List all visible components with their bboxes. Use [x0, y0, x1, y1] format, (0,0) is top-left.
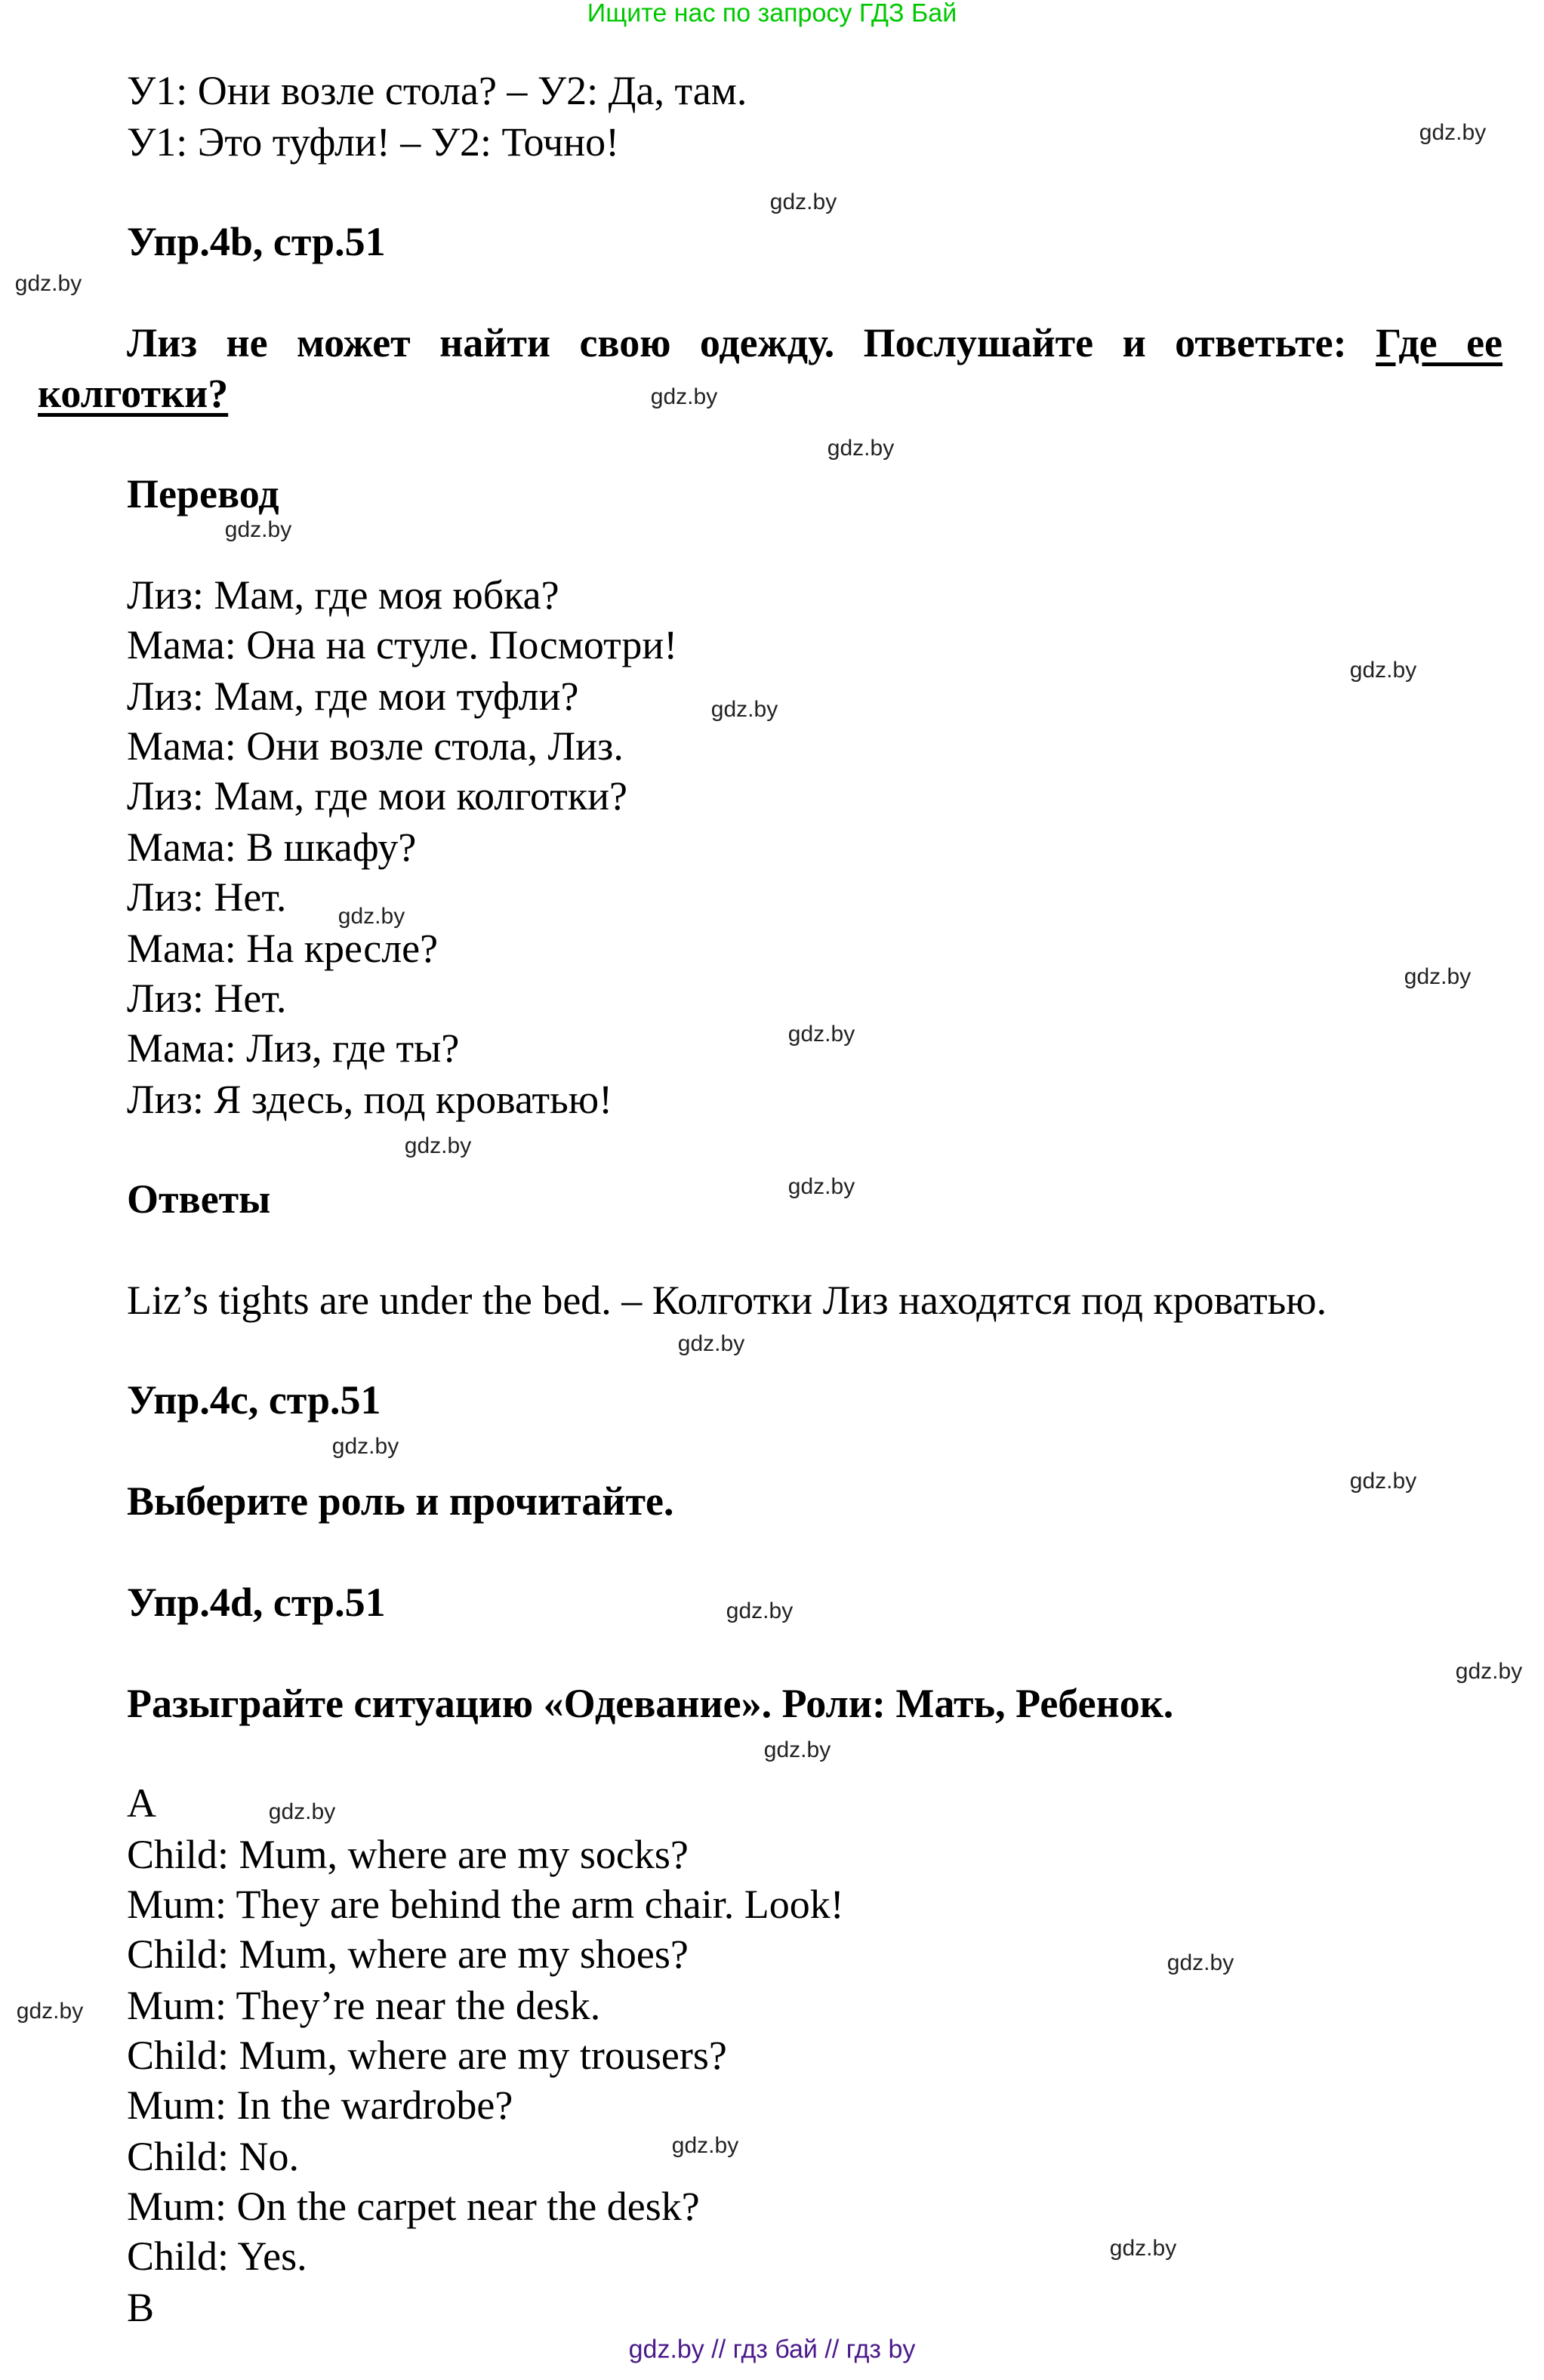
watermark: gdz.by — [331, 1434, 399, 1459]
text-line: Лиз: Нет. — [127, 976, 287, 1021]
variant-label: A — [127, 1780, 156, 1826]
text-line: Лиз: Мам, где мои колготки? — [127, 773, 628, 819]
watermark: gdz.by — [16, 1999, 84, 2024]
watermark: gdz.by — [671, 2133, 739, 2158]
text-line: Лиз: Я здесь, под кроватью! — [127, 1077, 613, 1122]
watermark: gdz.by — [337, 904, 405, 929]
watermark: gdz.by — [827, 436, 895, 461]
text-line: Mum: In the wardrobe? — [127, 2082, 513, 2128]
watermark: gdz.by — [1349, 1469, 1417, 1494]
answer-line: Liz’s tights are under the bed. – Колготки Лиз находятся под кроватью. — [127, 1278, 1327, 1323]
header-banner[interactable]: Ищите нас по запросу ГДЗ Бай — [587, 0, 957, 28]
text-line: Мама: Лиз, где ты? — [127, 1025, 460, 1071]
text-line: Child: No. — [127, 2134, 300, 2179]
text-line: Мама: Они возле стола, Лиз. — [127, 723, 624, 769]
variant-label: B — [127, 2285, 155, 2330]
text-line: Child: Mum, where are my trousers? — [127, 2033, 727, 2078]
footer-links[interactable]: gdz.by // гдз бай // гдз by — [628, 2335, 916, 2364]
watermark: gdz.by — [224, 517, 292, 542]
watermark: gdz.by — [268, 1799, 336, 1824]
watermark: gdz.by — [1419, 120, 1487, 145]
watermark: gdz.by — [787, 1022, 855, 1047]
text-line: Мама: В шкафу? — [127, 825, 417, 870]
watermark: gdz.by — [677, 1331, 745, 1356]
text-line: Child: Mum, where are my socks? — [127, 1832, 689, 1877]
text-line: Child: Mum, where are my shoes? — [127, 1931, 689, 1977]
task-instruction: Выберите роль и прочитайте. — [127, 1478, 674, 1524]
exercise-heading: Упр.4d, стр.51 — [127, 1580, 386, 1625]
text-line: Mum: They’re near the desk. — [127, 1983, 601, 2028]
text-line: У1: Это туфли! – У2: Точно! — [127, 119, 620, 165]
text-line: Мама: На кресле? — [127, 926, 439, 971]
watermark: gdz.by — [787, 1174, 855, 1199]
text-line: Лиз: Мам, где моя юбка? — [127, 572, 559, 618]
watermark: gdz.by — [1404, 964, 1472, 989]
text-line: У1: Они возле стола? – У2: Да, там. — [127, 68, 747, 113]
watermark: gdz.by — [769, 190, 837, 214]
watermark: gdz.by — [1166, 1950, 1234, 1975]
text-line: Лиз: Мам, где мои туфли? — [127, 674, 579, 719]
watermark: gdz.by — [1455, 1659, 1523, 1684]
watermark: gdz.by — [710, 697, 778, 722]
exercise-heading: Упр.4c, стр.51 — [127, 1377, 381, 1423]
watermark: gdz.by — [1349, 658, 1417, 683]
watermark: gdz.by — [1109, 2236, 1177, 2261]
watermark: gdz.by — [726, 1598, 794, 1623]
watermark: gdz.by — [763, 1737, 831, 1762]
watermark: gdz.by — [14, 271, 82, 296]
watermark: gdz.by — [404, 1133, 472, 1158]
watermark: gdz.by — [650, 384, 718, 409]
exercise-heading: Упр.4b, стр.51 — [127, 219, 386, 264]
text-line: Лиз: Нет. — [127, 874, 287, 920]
text-line: Mum: They are behind the arm chair. Look! — [127, 1882, 844, 1927]
task-text: Лиз не может найти свою одежду. Послушайте и ответьте: — [127, 320, 1376, 365]
section-heading: Перевод — [127, 471, 279, 516]
text-line: Мама: Она на стуле. Посмотри! — [127, 622, 678, 667]
task-instruction — [38, 318, 1502, 419]
text-line: Mum: On the carpet near the desk? — [127, 2184, 700, 2229]
task-instruction: Разыграйте ситуацию «Одевание». Роли: Мать, Ребенок. — [127, 1681, 1174, 1726]
task-question: Где ее колготки? — [38, 320, 1503, 416]
section-heading: Ответы — [127, 1176, 271, 1222]
text-line: Child: Yes. — [127, 2234, 307, 2279]
